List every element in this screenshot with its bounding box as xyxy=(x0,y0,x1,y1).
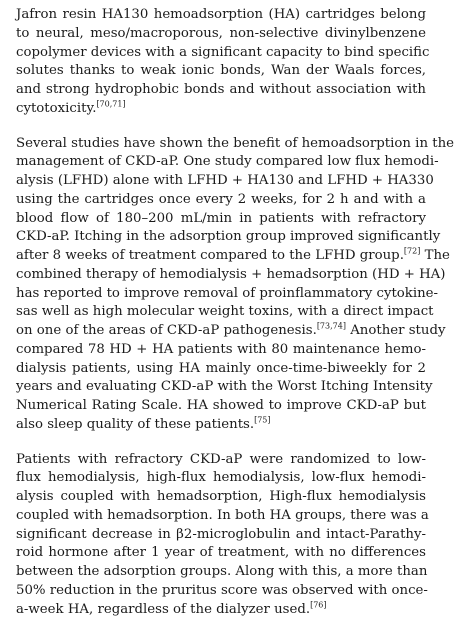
text-line xyxy=(16,172,434,191)
line-text: combined therapy of hemodialysis + hemadsorption (HD + HA) xyxy=(16,266,446,282)
text-line xyxy=(16,397,426,416)
text-line xyxy=(16,44,430,63)
citation-ref[interactable]: [72] xyxy=(403,246,421,256)
line-text: management of CKD-aP. One study compared low flux hemodi- xyxy=(16,154,439,170)
line-text: alysis coupled with hemadsorption, High-flux hemodialysis xyxy=(16,489,426,504)
text-line xyxy=(16,303,434,322)
line-text: coupled with hemadsorption. In both HA groups, there was a xyxy=(16,507,429,523)
citation-ref[interactable]: [73,74] xyxy=(316,321,346,331)
text-line xyxy=(16,601,426,620)
line-text: between the adsorption groups. Along with this, a more than xyxy=(16,564,428,579)
line-text: dialysis patients, using HA mainly once-time-biweekly for 2 xyxy=(16,360,426,376)
document-page xyxy=(16,6,454,635)
text-line xyxy=(16,285,439,304)
text-line xyxy=(16,153,439,172)
text-line xyxy=(16,582,426,601)
text-line xyxy=(16,191,426,210)
text-line xyxy=(16,135,454,154)
text-line xyxy=(16,6,426,25)
text-line xyxy=(16,378,433,397)
citation-ref[interactable]: [75] xyxy=(254,415,271,425)
line-text: Jafron resin HA130 hemoadsorption (HA) cartridges belong xyxy=(16,7,426,22)
line-text: Numerical Rating Scale. HA showed to improve CKD-aP but xyxy=(16,398,426,413)
citation-ref[interactable]: [70,71] xyxy=(96,99,126,109)
citation-ref[interactable]: [76] xyxy=(310,600,327,610)
text-line xyxy=(16,416,426,435)
line-text: roid hormone after 1 year of treatment, with no differences xyxy=(16,545,426,561)
text-line xyxy=(16,341,426,360)
line-text: significant decrease in β2-microglobulin and intact-Parathy- xyxy=(16,526,426,542)
line-text: years and evaluating CKD-aP with the Worst Itching Intensity xyxy=(16,379,433,395)
text-line xyxy=(16,321,446,341)
line-text: has reported to improve removal of proinflammatory cytokine- xyxy=(16,285,439,301)
line-text: copolymer devices with a significant capacity to bind specific xyxy=(16,44,430,60)
line-text: using the cartridges once every 2 weeks, for 2 h and with a xyxy=(16,191,426,207)
line-text-after-ref: The xyxy=(420,248,450,263)
text-line xyxy=(16,266,446,285)
body-paragraph xyxy=(16,135,454,435)
line-text: sas well as high molecular weight toxins, with a direct impact xyxy=(16,304,434,320)
text-line xyxy=(16,360,426,379)
line-text: and strong hydrophobic bonds and without association with xyxy=(16,82,426,97)
line-text: on one of the areas of CKD-aP pathogenesis. xyxy=(16,323,317,338)
line-text: 50% reduction in the pruritus score was observed with once- xyxy=(16,582,428,598)
text-line xyxy=(16,81,426,100)
text-line xyxy=(16,25,426,44)
text-line xyxy=(16,507,429,526)
line-text: a-week HA, regardless of the dialyzer used. xyxy=(16,601,311,617)
text-line xyxy=(16,488,426,507)
line-text: Patients with refractory CKD-aP were randomized to low- xyxy=(16,451,426,467)
body-paragraph xyxy=(16,6,430,119)
line-text: Several studies have shown the benefit of hemoadsorption in the xyxy=(16,135,454,151)
line-text: cytotoxicity. xyxy=(16,100,97,116)
line-text: after 8 weeks of treatment compared to the LFHD group. xyxy=(16,248,404,263)
text-line xyxy=(16,469,426,488)
text-line xyxy=(16,246,450,266)
line-text: CKD-aP. Itching in the adsorption group improved significantly xyxy=(16,229,441,245)
text-line xyxy=(16,451,426,470)
line-text: solutes thanks to weak ionic bonds, Wan der Waals forces, xyxy=(16,63,426,79)
line-text: to neural, meso/macroporous, non-selective divinylbenzene xyxy=(16,25,426,41)
line-text: blood flow of 180–200 mL/min in patients with refractory xyxy=(16,210,426,226)
text-line xyxy=(16,563,426,582)
text-line xyxy=(16,100,426,119)
text-line xyxy=(16,210,426,229)
text-line xyxy=(16,228,441,247)
text-line xyxy=(16,526,426,545)
text-line xyxy=(16,62,426,81)
line-text-after-ref: Another study xyxy=(345,323,446,338)
line-text: compared 78 HD + HA patients with 80 maintenance hemo- xyxy=(16,341,426,357)
text-line xyxy=(16,544,426,563)
line-text: alysis (LFHD) alone with LFHD + HA130 and LFHD + HA330 xyxy=(16,173,434,188)
line-text: flux hemodialysis, high-flux hemodialysis, low-flux hemodi- xyxy=(16,470,426,486)
line-text: also sleep quality of these patients. xyxy=(16,416,255,432)
body-paragraph xyxy=(16,451,429,620)
